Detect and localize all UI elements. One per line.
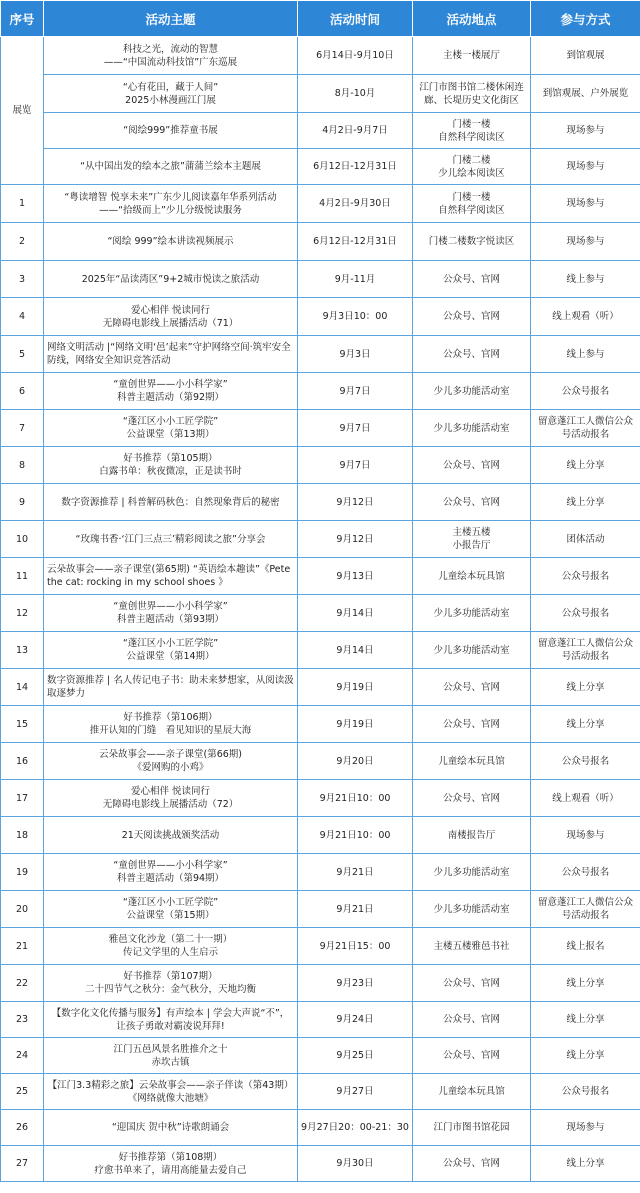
participation-cell: 现场参与 bbox=[531, 1110, 640, 1146]
participation-cell: 现场参与 bbox=[531, 149, 640, 185]
participation-cell: 到馆观展、户外展览 bbox=[531, 75, 640, 113]
time-cell: 9月27日20：00-21：30 bbox=[298, 1110, 413, 1146]
serial-cell: 6 bbox=[1, 373, 44, 410]
location-cell: 公众号、官网 bbox=[413, 965, 531, 1002]
time-cell: 9月24日 bbox=[298, 1002, 413, 1038]
theme-cell: 数字资源推荐 | 名人传记电子书：助未来梦想家，从阅读汲取逐梦力 bbox=[44, 669, 298, 706]
location-cell: 少儿多功能活动室 bbox=[413, 891, 531, 928]
theme-cell: “粤读增智 悦享未来”广东少儿阅读嘉年华系列活动 ——“拾级而上”少儿分级悦读服务 bbox=[44, 185, 298, 223]
theme-cell: 江门五邑风景名胜推介之十 赤坎古镇 bbox=[44, 1038, 298, 1074]
table-row bbox=[1, 595, 640, 632]
table-row bbox=[1, 1038, 640, 1074]
participation-cell: 公众号报名 bbox=[531, 558, 640, 595]
table-row bbox=[1, 447, 640, 484]
table-row bbox=[1, 1146, 640, 1182]
participation-cell: 线上分享 bbox=[531, 1038, 640, 1074]
theme-cell: “心有花田，藏于人间” 2025小林漫画江门展 bbox=[44, 75, 298, 113]
location-cell: 江门市图书馆二楼休闲连廊、长堤历史文化街区 bbox=[413, 75, 531, 113]
time-cell: 9月19日 bbox=[298, 669, 413, 706]
location-cell: 公众号、官网 bbox=[413, 669, 531, 706]
location-cell: 公众号、官网 bbox=[413, 447, 531, 484]
location-cell: 少儿多功能活动室 bbox=[413, 373, 531, 410]
time-cell: 9月21日15：00 bbox=[298, 928, 413, 965]
serial-cell: 15 bbox=[1, 706, 44, 743]
table-row bbox=[1, 854, 640, 891]
serial-cell: 25 bbox=[1, 1074, 44, 1110]
table-row bbox=[1, 743, 640, 780]
table-row bbox=[1, 1074, 640, 1110]
time-cell: 9月21日 bbox=[298, 891, 413, 928]
table-row bbox=[1, 928, 640, 965]
time-cell: 6月14日-9月10日 bbox=[298, 37, 413, 75]
serial-cell: 16 bbox=[1, 743, 44, 780]
location-cell: 少儿多功能活动室 bbox=[413, 410, 531, 447]
theme-cell: “迎国庆 贺中秋”诗歌朗诵会 bbox=[44, 1110, 298, 1146]
serial-cell: 18 bbox=[1, 817, 44, 854]
table-row bbox=[1, 410, 640, 447]
participation-cell: 线上分享 bbox=[531, 669, 640, 706]
serial-cell: 24 bbox=[1, 1038, 44, 1074]
serial-cell: 13 bbox=[1, 632, 44, 669]
theme-cell: “蓬江区小小工匠学院” 公益课堂（第13期） bbox=[44, 410, 298, 447]
theme-cell: “童创世界——小小科学家” 科普主题活动（第93期） bbox=[44, 595, 298, 632]
table-row bbox=[1, 484, 640, 521]
exhibition-group-cell: 展览 bbox=[1, 37, 44, 185]
theme-cell: 好书推荐（第105期） 白露书单：秋夜微凉，正是读书时 bbox=[44, 447, 298, 484]
location-cell: 门楼一楼 自然科学阅读区 bbox=[413, 113, 531, 149]
participation-cell: 留意蓬江工人微信公众号活动报名 bbox=[531, 891, 640, 928]
location-cell: 公众号、官网 bbox=[413, 261, 531, 298]
table-row bbox=[1, 965, 640, 1002]
time-cell: 9月30日 bbox=[298, 1146, 413, 1182]
serial-cell: 8 bbox=[1, 447, 44, 484]
location-cell: 公众号、官网 bbox=[413, 1146, 531, 1182]
table-row bbox=[1, 261, 640, 298]
theme-cell: “玫瑰书香·‘江门三点三’精彩阅读之旅”分享会 bbox=[44, 521, 298, 558]
serial-cell: 2 bbox=[1, 223, 44, 261]
time-cell: 9月20日 bbox=[298, 743, 413, 780]
theme-cell: 好书推荐（第107期） 二十四节气之秋分：金气秋分，天地均衡 bbox=[44, 965, 298, 1002]
theme-cell: 网络文明活动 |“网络文明‘邑’起来”守护网络空间·筑牢安全防线，网络安全知识竞答活动 bbox=[44, 336, 298, 373]
participation-cell: 线上分享 bbox=[531, 484, 640, 521]
table-row bbox=[1, 185, 640, 223]
location-cell: 门楼一楼 自然科学阅读区 bbox=[413, 185, 531, 223]
serial-cell: 7 bbox=[1, 410, 44, 447]
time-cell: 4月2日-9月7日 bbox=[298, 113, 413, 149]
theme-cell: 云朵故事会——亲子课堂(第65期) “英语绘本趣读”《Pete the cat: rocking in my school shoes 》 bbox=[44, 558, 298, 595]
time-cell: 9月21日10：00 bbox=[298, 817, 413, 854]
participation-cell: 线上分享 bbox=[531, 706, 640, 743]
location-cell: 公众号、官网 bbox=[413, 484, 531, 521]
participation-cell: 留意蓬江工人微信公众号活动报名 bbox=[531, 410, 640, 447]
location-cell: 公众号、官网 bbox=[413, 706, 531, 743]
participation-cell: 线上参与 bbox=[531, 336, 640, 373]
time-cell: 9月12日 bbox=[298, 521, 413, 558]
serial-cell: 21 bbox=[1, 928, 44, 965]
serial-cell: 11 bbox=[1, 558, 44, 595]
time-cell: 9月13日 bbox=[298, 558, 413, 595]
location-cell: 南楼报告厅 bbox=[413, 817, 531, 854]
location-cell: 公众号、官网 bbox=[413, 298, 531, 336]
time-cell: 9月23日 bbox=[298, 965, 413, 1002]
serial-cell: 19 bbox=[1, 854, 44, 891]
participation-cell: 线上分享 bbox=[531, 965, 640, 1002]
time-cell: 9月7日 bbox=[298, 447, 413, 484]
serial-cell: 3 bbox=[1, 261, 44, 298]
time-cell: 9月3日10：00 bbox=[298, 298, 413, 336]
theme-cell: 云朵故事会——亲子课堂(第66期) 《爱网购的小鸡》 bbox=[44, 743, 298, 780]
table-row bbox=[1, 632, 640, 669]
participation-cell: 线上观看（听） bbox=[531, 780, 640, 817]
theme-cell: 【江门3.3精彩之旅】云朵故事会——亲子伴读（第43期）《网络就像大池塘》 bbox=[44, 1074, 298, 1110]
header-participation: 参与方式 bbox=[531, 1, 640, 37]
participation-cell: 线上观看（听） bbox=[531, 298, 640, 336]
table-row bbox=[1, 373, 640, 410]
location-cell: 门楼二楼数字悦读区 bbox=[413, 223, 531, 261]
theme-cell: 【数字化文化传播与服务】有声绘本 | 学会大声说“不”，让孩子勇敢对霸凌说拜拜! bbox=[44, 1002, 298, 1038]
table-row bbox=[1, 75, 640, 113]
location-cell: 主楼五楼 小报告厅 bbox=[413, 521, 531, 558]
theme-cell: “蓬江区小小工匠学院” 公益课堂（第15期） bbox=[44, 891, 298, 928]
time-cell: 9月-11月 bbox=[298, 261, 413, 298]
table-row bbox=[1, 149, 640, 185]
table-row bbox=[1, 891, 640, 928]
serial-cell: 12 bbox=[1, 595, 44, 632]
table-row bbox=[1, 780, 640, 817]
location-cell: 江门市图书馆花园 bbox=[413, 1110, 531, 1146]
location-cell: 儿童绘本玩具馆 bbox=[413, 1074, 531, 1110]
serial-cell: 14 bbox=[1, 669, 44, 706]
participation-cell: 公众号报名 bbox=[531, 743, 640, 780]
table-row bbox=[1, 706, 640, 743]
serial-cell: 23 bbox=[1, 1002, 44, 1038]
theme-cell: “阅绘 999”绘本讲读视频展示 bbox=[44, 223, 298, 261]
table-row bbox=[1, 113, 640, 149]
time-cell: 9月27日 bbox=[298, 1074, 413, 1110]
theme-cell: 雅邑文化沙龙（第二十一期） 传记文学里的人生启示 bbox=[44, 928, 298, 965]
location-cell: 主楼一楼展厅 bbox=[413, 37, 531, 75]
theme-cell: “蓬江区小小工匠学院” 公益课堂（第14期） bbox=[44, 632, 298, 669]
theme-cell: “童创世界——小小科学家” 科普主题活动（第92期） bbox=[44, 373, 298, 410]
participation-cell: 公众号报名 bbox=[531, 1074, 640, 1110]
time-cell: 9月14日 bbox=[298, 595, 413, 632]
participation-cell: 团体活动 bbox=[531, 521, 640, 558]
serial-cell: 26 bbox=[1, 1110, 44, 1146]
time-cell: 6月12日-12月31日 bbox=[298, 149, 413, 185]
theme-cell: 好书推荐（第106期） 推开认知的门缝 看见知识的星辰大海 bbox=[44, 706, 298, 743]
table-row bbox=[1, 223, 640, 261]
participation-cell: 现场参与 bbox=[531, 223, 640, 261]
serial-cell: 27 bbox=[1, 1146, 44, 1182]
serial-cell: 20 bbox=[1, 891, 44, 928]
location-cell: 门楼二楼 少儿绘本阅读区 bbox=[413, 149, 531, 185]
participation-cell: 线上分享 bbox=[531, 1146, 640, 1182]
participation-cell: 线上分享 bbox=[531, 447, 640, 484]
table-row bbox=[1, 1110, 640, 1146]
theme-cell: “阅绘999”推荐童书展 bbox=[44, 113, 298, 149]
serial-cell: 4 bbox=[1, 298, 44, 336]
theme-cell: 爱心相伴 悦读同行 无障碍电影线上展播活动（72） bbox=[44, 780, 298, 817]
time-cell: 6月12日-12月31日 bbox=[298, 223, 413, 261]
time-cell: 4月2日-9月30日 bbox=[298, 185, 413, 223]
theme-cell: “童创世界——小小科学家” 科普主题活动（第94期） bbox=[44, 854, 298, 891]
theme-cell: 数字资源推荐 | 科普解码秋色：自然现象背后的秘密 bbox=[44, 484, 298, 521]
location-cell: 少儿多功能活动室 bbox=[413, 595, 531, 632]
location-cell: 公众号、官网 bbox=[413, 1002, 531, 1038]
participation-cell: 现场参与 bbox=[531, 113, 640, 149]
time-cell: 9月14日 bbox=[298, 632, 413, 669]
header-time: 活动时间 bbox=[298, 1, 413, 37]
serial-cell: 5 bbox=[1, 336, 44, 373]
table-header-row bbox=[1, 1, 640, 37]
table-row bbox=[1, 37, 640, 75]
time-cell: 9月21日 bbox=[298, 854, 413, 891]
location-cell: 主楼五楼雅邑书社 bbox=[413, 928, 531, 965]
header-theme: 活动主题 bbox=[44, 1, 298, 37]
participation-cell: 现场参与 bbox=[531, 185, 640, 223]
participation-cell: 留意蓬江工人微信公众号活动报名 bbox=[531, 632, 640, 669]
time-cell: 9月21日10：00 bbox=[298, 780, 413, 817]
participation-cell: 现场参与 bbox=[531, 817, 640, 854]
theme-cell: 爱心相伴 悦读同行 无障碍电影线上展播活动（71） bbox=[44, 298, 298, 336]
time-cell: 9月7日 bbox=[298, 410, 413, 447]
participation-cell: 公众号报名 bbox=[531, 595, 640, 632]
table-row bbox=[1, 817, 640, 854]
time-cell: 9月25日 bbox=[298, 1038, 413, 1074]
serial-cell: 1 bbox=[1, 185, 44, 223]
location-cell: 儿童绘本玩具馆 bbox=[413, 743, 531, 780]
time-cell: 9月3日 bbox=[298, 336, 413, 373]
participation-cell: 到馆观展 bbox=[531, 37, 640, 75]
participation-cell: 线上分享 bbox=[531, 1002, 640, 1038]
table-row bbox=[1, 336, 640, 373]
location-cell: 公众号、官网 bbox=[413, 336, 531, 373]
participation-cell: 公众号报名 bbox=[531, 854, 640, 891]
theme-cell: “从中国出发的绘本之旅”蒲蒲兰绘本主题展 bbox=[44, 149, 298, 185]
participation-cell: 线上参与 bbox=[531, 261, 640, 298]
table-row bbox=[1, 669, 640, 706]
header-location: 活动地点 bbox=[413, 1, 531, 37]
serial-cell: 17 bbox=[1, 780, 44, 817]
participation-cell: 线上报名 bbox=[531, 928, 640, 965]
serial-cell: 10 bbox=[1, 521, 44, 558]
table-body bbox=[1, 37, 640, 1182]
header-serial: 序号 bbox=[1, 1, 44, 37]
table-row bbox=[1, 1002, 640, 1038]
location-cell: 少儿多功能活动室 bbox=[413, 854, 531, 891]
participation-cell: 公众号报名 bbox=[531, 373, 640, 410]
table-row bbox=[1, 521, 640, 558]
theme-cell: 好书推荐第（第108期） 疗愈书单来了，请用高能量去爱自己 bbox=[44, 1146, 298, 1182]
location-cell: 少儿多功能活动室 bbox=[413, 632, 531, 669]
theme-cell: 科技之光，流动的智慧 ——“中国流动科技馆”广东巡展 bbox=[44, 37, 298, 75]
location-cell: 儿童绘本玩具馆 bbox=[413, 558, 531, 595]
location-cell: 公众号、官网 bbox=[413, 1038, 531, 1074]
time-cell: 9月7日 bbox=[298, 373, 413, 410]
table-row bbox=[1, 558, 640, 595]
table-row bbox=[1, 298, 640, 336]
location-cell: 公众号、官网 bbox=[413, 780, 531, 817]
serial-cell: 22 bbox=[1, 965, 44, 1002]
time-cell: 9月19日 bbox=[298, 706, 413, 743]
time-cell: 9月12日 bbox=[298, 484, 413, 521]
serial-cell: 9 bbox=[1, 484, 44, 521]
theme-cell: 2025年“品读湾区”9+2城市悦读之旅活动 bbox=[44, 261, 298, 298]
theme-cell: 21天阅读挑战颁奖活动 bbox=[44, 817, 298, 854]
time-cell: 8月-10月 bbox=[298, 75, 413, 113]
